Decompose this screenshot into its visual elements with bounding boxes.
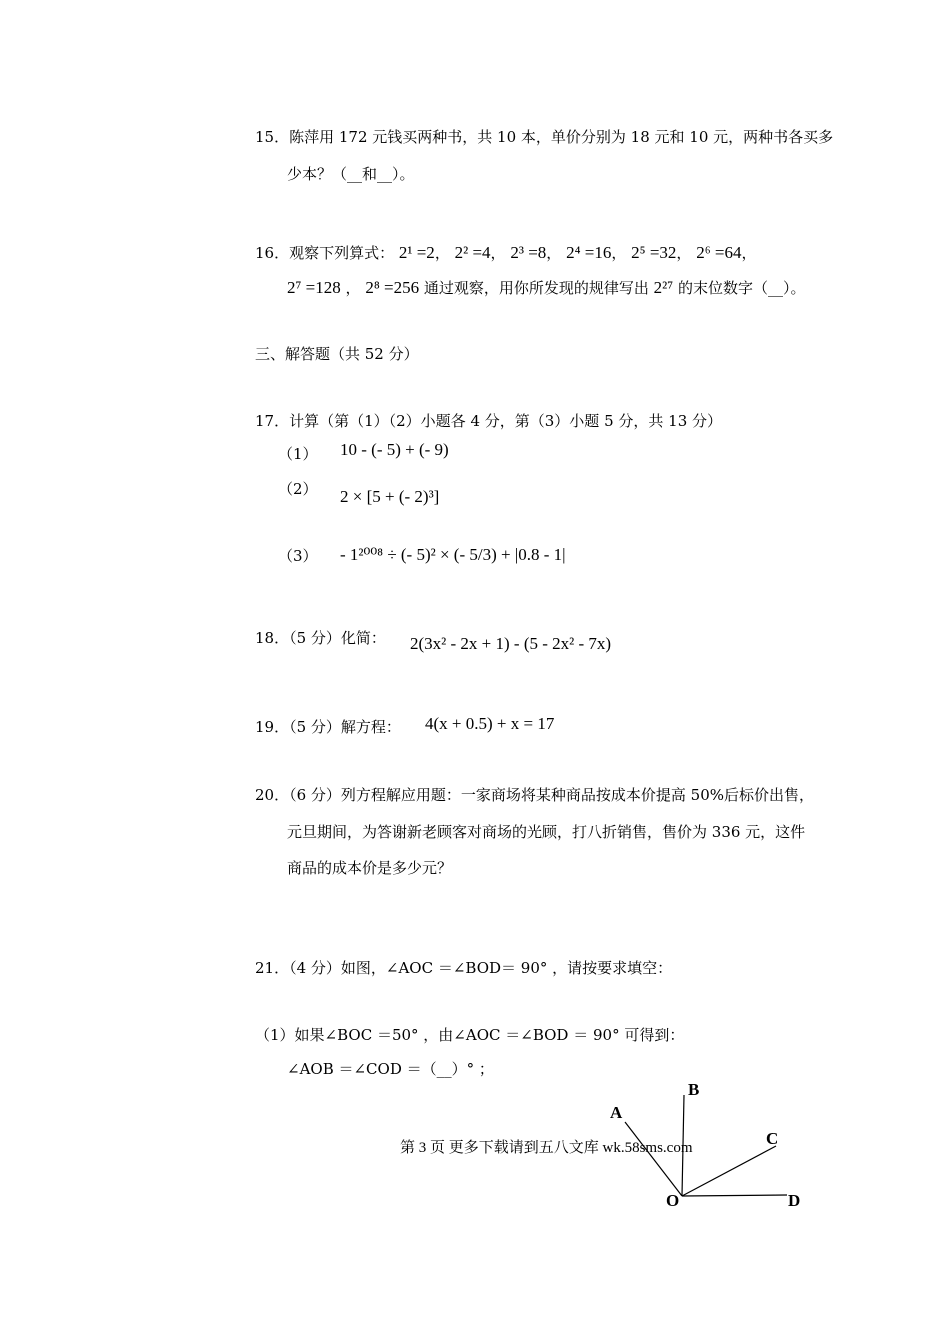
q17-p1-expr: 10 - (- 5) + (- 9) (340, 440, 449, 459)
q16-eq4: 2⁴ =16 (566, 243, 612, 262)
q16-line1: 16．观察下列算式： 2¹ =2， 2² =4， 2³ =8， 2⁴ =16， 2⁵ =32， 2⁶ =64， (255, 243, 757, 262)
q16-eq6: 2⁶ =64 (696, 243, 742, 262)
q20-line1: 20．（6 分）列方程解应用题：一家商场将某种商品按成本价提高 50%后标价出售， (255, 786, 815, 804)
q15-line2: 少本？（__和__）。 (287, 165, 415, 183)
ray-od (682, 1195, 787, 1196)
q19-expr: 4(x + 0.5) + x = 17 (425, 714, 555, 733)
q16-eq3: 2³ =8 (510, 243, 547, 262)
ray-oc (682, 1146, 776, 1196)
q21-part1-answer: ∠AOB ＝∠COD ＝（__）° ； (287, 1060, 494, 1078)
q21-part1: （1）如果∠BOC ＝50° ，由∠AOC ＝∠BOD ＝ 90° 可得到： (255, 1026, 685, 1044)
q16-eq8: 2⁸ =256 (365, 278, 420, 297)
q16-eq1: 2¹ =2 (398, 243, 435, 262)
ray-oa (625, 1122, 682, 1196)
q16-line2: 2⁷ =128 ， 2⁸ =256 通过观察，用你所发现的规律写出 2²⁷ 的末位数字（__）。 (287, 278, 806, 297)
q16-prefix: 16．观察下列算式： (255, 244, 395, 262)
label-b: B (688, 1080, 700, 1099)
q16-mid: 通过观察，用你所发现的规律写出 (423, 279, 649, 297)
q17-p3-expr: - 1²⁰⁰⁸ ÷ (- 5)² × (- 5/3) + |0.8 - 1| (340, 545, 566, 564)
q15-line1: 15．陈萍用 172 元钱买两种书，共 10 本，单价分别为 18 元和 10 元，两种书各买多 (255, 128, 834, 146)
label-c: C (766, 1129, 779, 1148)
section-title: 三、解答题（共 52 分） (255, 345, 419, 363)
q17-title: 17．计算（第（1）（2）小题各 4 分，第（3）小题 5 分，共 13 分） (255, 412, 723, 430)
q20-line2: 元旦期间，为答谢新老顾客对商场的光顾，打八折销售，售价为 336 元，这件 (287, 823, 806, 841)
q16-eq2: 2² =4 (454, 243, 491, 262)
page-footer: 第 3 页 更多下载请到五八文库 wk.58sms.com (400, 1140, 693, 1156)
q21-title: 21．（4 分）如图，∠AOC ＝∠BOD＝ 90° ，请按要求填空： (255, 959, 673, 977)
q17-p2-label: （2） (278, 480, 318, 498)
label-a: A (610, 1103, 623, 1122)
q16-suffix: 的末位数字（__）。 (677, 279, 806, 297)
q17-p1-label: （1） (278, 445, 318, 463)
q18-expr: 2(3x² - 2x + 1) - (5 - 2x² - 7x) (410, 634, 612, 653)
label-o: O (666, 1191, 680, 1210)
q17-p2-expr: 2 × [5 + (- 2)³] (340, 487, 440, 506)
q18-title: 18．（5 分）化简： (255, 629, 386, 647)
q17-p3-label: （3） (278, 547, 318, 565)
label-d: D (788, 1191, 801, 1210)
q16-eq7: 2⁷ =128 (287, 278, 341, 297)
q16-eq5: 2⁵ =32 (631, 243, 677, 262)
q16-target: 2²⁷ (653, 278, 674, 297)
q19-title: 19．（5 分）解方程： (255, 718, 401, 736)
q20-line3: 商品的成本价是多少元？ (287, 859, 453, 877)
